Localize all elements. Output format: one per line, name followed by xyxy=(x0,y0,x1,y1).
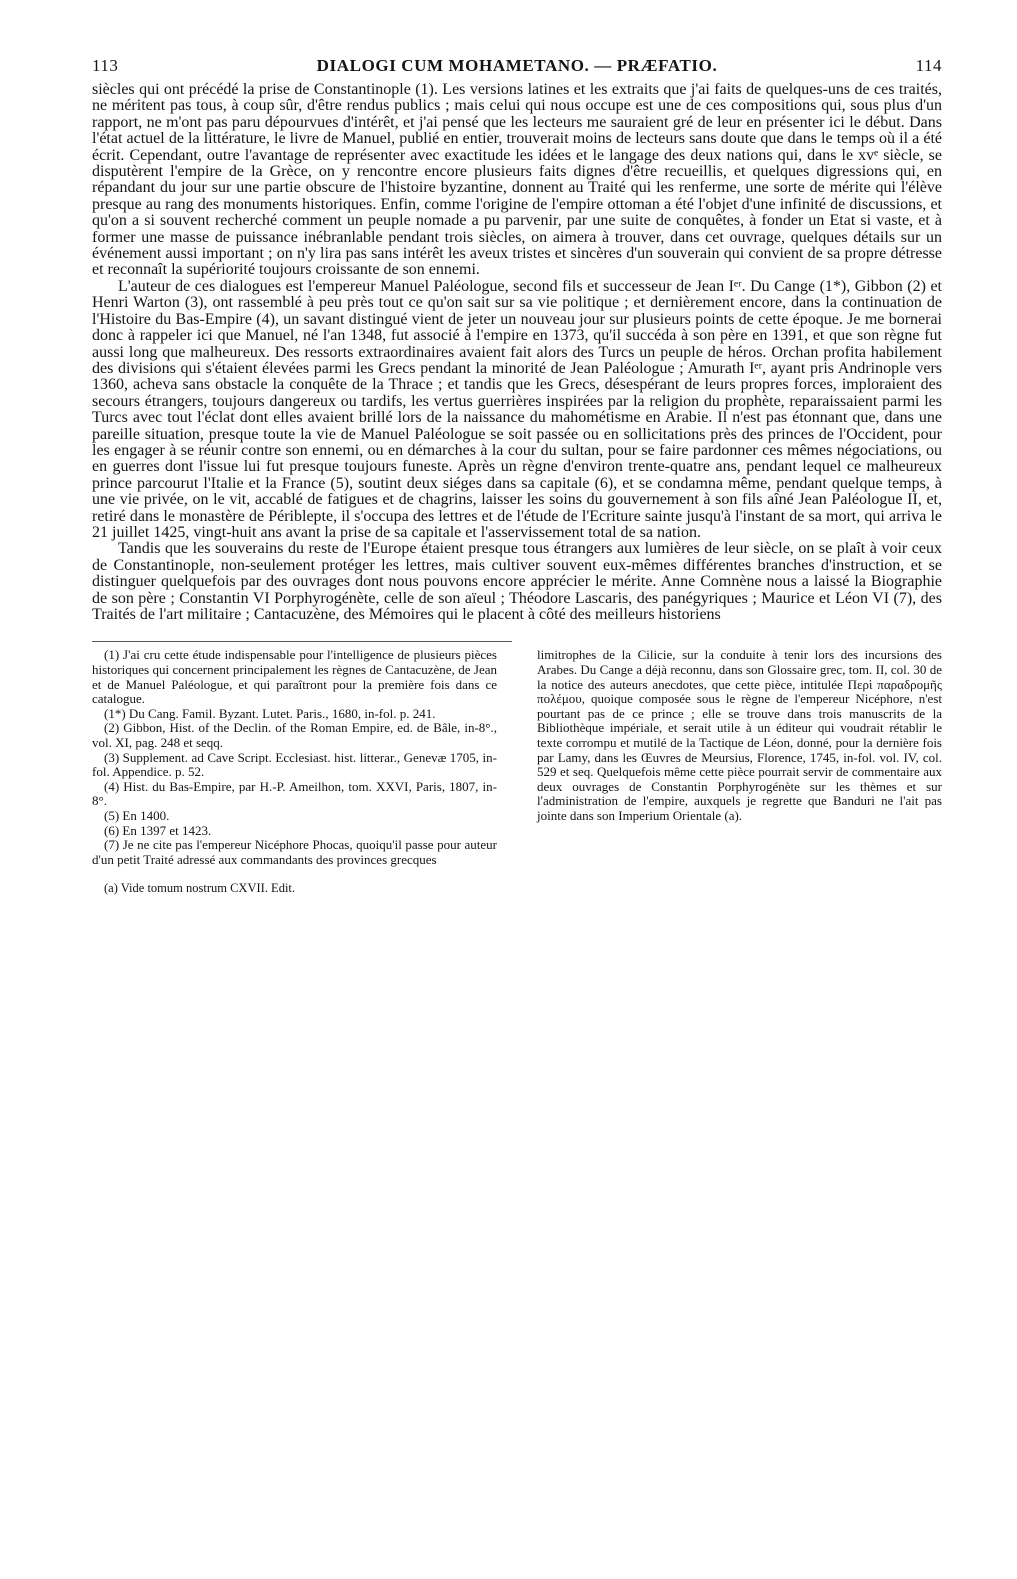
paragraph-continuation: siècles qui ont précédé la prise de Constantinople (1). Les versions latines et les extraits que j'ai faits de quelques-uns de ces traités, ne méritent pas tous, à coup sûr, d'être rendus publics ; mais celui qui nous occupe est une de ces compositions qui, sous plus d'un rapport, ne m'ont pas paru dépourvues d'intérêt, et j'ai pensé que les lecteurs me sauraient gré de leur en présenter ici le début. Dans l'état actuel de la littérature, le livre de Manuel, publié en entier, trouverait moins de lecteurs sans doute que dans le temps où il a été écrit. Cependant, outre l'avantage de représenter avec exactitude les idées et le langage des deux nations qui, dans le xvᵉ siècle, se disputèrent l'empire de la Grèce, on y rencontre encore plusieurs faits dignes d'être recueillis, et quelques digressions qui, en répandant du jour sur une partie obscure de l'histoire byzantine, donnent au Traité qui les renferme, une sorte de mérite qui l'élève presque au rang des monuments historiques. Enfin, comme l'origine de l'empire ottoman a été l'objet d'une infinité de discussions, et qu'on a si souvent recherché comment un peuple nomade a pu parvenir, par une suite de conquêtes, à fonder un Etat si vaste, et à former une masse de puissance inébranlable pendant trois siècles, on aimera à trouver, dans cet ouvrage, quelques détails sur un événement aussi important ; on n'y lira pas sans intérêt les aveux tristes et sincères d'un souverain qui convient de sa propre détresse et reconnaît la supériorité toujours croissante de son ennemi. xyxy=(92,81,942,279)
footnote-4: (4) Hist. du Bas-Empire, par H.-P. Ameilhon, tom. XXVI, Paris, 1807, in-8°. xyxy=(92,778,497,809)
footnote-1-star: (1*) Du Cang. Famil. Byzant. Lutet. Paris., 1680, in-fol. p. 241. xyxy=(104,705,436,721)
footnote-1: (1) J'ai cru cette étude indispensable pour l'intelligence de plusieurs pièces historiques qui concernent principalement les règnes de Cantacuzène, de Jean et de Manuel Paléologue, et qui paraîtront pour la première fois dans ce catalogue. xyxy=(92,647,497,707)
footnote-5: (5) En 1400. xyxy=(104,807,170,823)
paragraph-sovereigns: Tandis que les souverains du reste de l'Europe étaient presque tous étrangers aux lumières de leur siècle, on se plaît à voir ceux de Constantinople, non-seulement protéger les lettres, mais cultiver souvent eux-mêmes différentes branches d'instruction, et se distinguer quelquefois par des ouvrages dont nous pouvons encore apprécier le mérite. Anne Comnène nous a laissé la Biographie de son père ; Constantin VI Porphyrogénète, celle de son aïeul ; Théodore Lascaris, des panégyriques ; Maurice et Léon VI (7), des Traités de l'art militaire ; Cantacuzène, des Mémoires qui le placent à côté des meilleurs historiens xyxy=(92,540,942,623)
footnote-rule xyxy=(92,641,512,642)
footnotes xyxy=(92,648,942,867)
footnote-3: (3) Supplement. ad Cave Script. Ecclesiast. hist. litterar., Genevæ 1705, in-fol. Appendice. p. 52. xyxy=(92,749,497,780)
main-text xyxy=(92,82,942,623)
footnote-7-continued: limitrophes de la Cilicie, sur la conduite à tenir lors des incursions des Arabes. Du Cange a déjà reconnu, dans son Glossaire grec, tom. II, col. 30 de la notice des auteurs anecdotes, que cette pièce, intitulée Περὶ παραδρομῆς πολέμου, quoique composée sous le règne de l'empereur Nicéphore, n'est pourtant pas de ce prince ; elle se trouve dans trois manuscrits de la Bibliothèque impériale, et serait utile à un éditeur qui voudrait rétablir le texte corrompu et mutilé de la Tactique de Léon, donné, pour la dernière fois par Lamy, dans les Œuvres de Meursius, Florence, 1745, in-fol. vol. IV, col. 529 et seq. Quelquefois même cette pièce pourrait servir de commentaire aux deux ouvrages de Constantin Porphyrogénète sur les thèmes et sur l'administration de l'empire, auxquels je regrette que Banduri ne l'ait pas jointe dans son Imperium Orientale (a). xyxy=(537,647,942,823)
page-number-right: 114 xyxy=(915,56,942,75)
running-title: DIALOGI CUM MOHAMETANO. — PRÆFATIO. xyxy=(316,56,718,75)
footnotes-left-column xyxy=(92,648,497,867)
footnote-2: (2) Gibbon, Hist. of the Declin. of the Roman Empire, ed. de Bâle, in-8°., vol. XI, pag. 248 et seqq. xyxy=(92,720,497,750)
paragraph-author: L'auteur de ces dialogues est l'empereur Manuel Paléologue, second fils et successeur de Jean Iᵉʳ. Du Cange (1*), Gibbon (2) et Henri Warton (3), ont rassemblé à peu près tout ce qu'on sait sur sa vie politique ; et dernièrement encore, dans la continuation de l'Histoire du Bas-Empire (4), un savant distingué vient de jeter un nouveau jour sur plusieurs points de cette époque. Je me bornerai donc à rappeler ici que Manuel, né l'an 1348, fut associé à l'empire en 1373, qu'il succéda à son père en 1391, et que son règne fut aussi long que malheureux. Des ressorts extraordinaires avaient fait alors des Turcs un peuple de héros. Orchan profita habilement des divisions qui s'étaient élevées parmi les Grecs pendant la minorité de Jean Paléologue ; Amurath Iᵉʳ, ayant pris Andrinople vers 1360, acheva sans obstacle la conquête de la Thrace ; et tandis que les Grecs, désespérant de leurs propres forces, imploraient des secours étrangers, toujours dangereux ou tardifs, les vertus guerrières inspirées par la religion du prophète, reparaissaient parmi les Turcs avec tout l'éclat dont elles avaient brillé lors de la naissance du mahométisme en Arabie. Il n'est pas étonnant que, dans une pareille situation, presque toute la vie de Manuel Paléologue se soit passée ou en sollicitations près des princes de l'Occident, pour les engager à se réunir contre son ennemi, ou en démarches à la cour du sultan, pour se faire pardonner ces mêmes négociations, ou en guerres dont l'issue lui fut presque toujours funeste. Après un règne d'environ trente-quatre ans, pendant lequel ce malheureux prince parcourut l'Italie et la France (5), soutint deux siéges dans sa capitale (6), et se condamna même, pendant quelque temps, à une vie privée, on le vit, accablé de fatigues et de chagrins, laisser les soins du gouvernement à son fils aîné Jean Paléologue II, et, retiré dans le monastère de Périblepte, il s'occupa des lettres et de l'étude de l'Ecriture sainte jusqu'à l'instant de sa mort, qui arriva le 21 juillet 1425, vingt-huit ans avant la prise de sa capitale et l'asservissement total de sa nation. xyxy=(92,277,942,541)
footnotes-right-column xyxy=(537,648,942,867)
page-number-left: 113 xyxy=(92,56,119,75)
page xyxy=(92,56,942,896)
footnote-7: (7) Je ne cite pas l'empereur Nicéphore Phocas, quoiqu'il passe pour auteur d'un petit Traité adressé aux commandants des provinces grecques xyxy=(92,837,497,867)
footnote-6: (6) En 1397 et 1423. xyxy=(104,822,212,838)
editor-note: (a) Vide tomum nostrum CXVII. Edit. xyxy=(104,881,296,896)
running-header xyxy=(92,56,942,82)
